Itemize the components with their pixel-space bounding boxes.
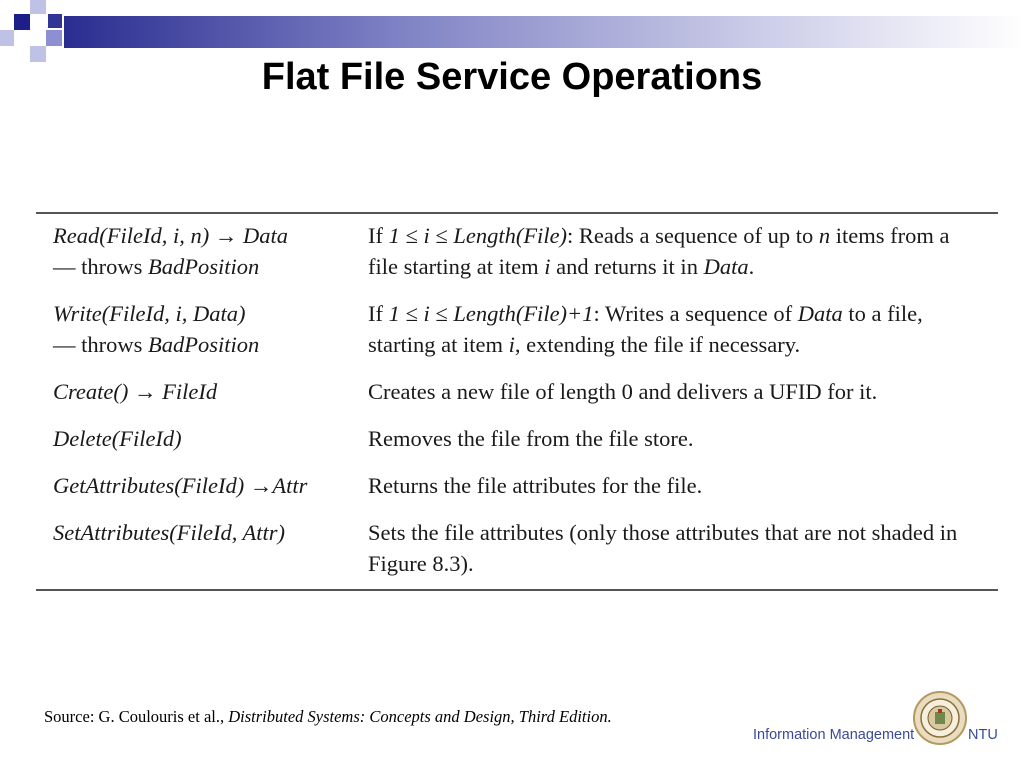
table-row (36, 517, 998, 579)
footer-label: Information Management (753, 727, 915, 743)
table-row (36, 298, 998, 360)
operation-description: Returns the file attributes for the file. (368, 473, 703, 498)
table-row (36, 423, 998, 454)
operation-name: Create() → FileId (53, 379, 218, 404)
operation-signature (36, 517, 368, 579)
operation-signature (36, 470, 368, 501)
operation-name: Write(FileId, i, Data) (53, 301, 246, 326)
operation-description: Creates a new file of length 0 and delivers a UFID for it. (368, 379, 878, 404)
operation-name: SetAttributes(FileId, Attr) (53, 520, 286, 545)
operation-description: If 1 ≤ i ≤ Length(File): Reads a sequence of up to n items from a file starting at item i and returns it in Data. (368, 223, 950, 279)
table-row (36, 376, 998, 407)
operations-table (36, 212, 998, 591)
operation-name: GetAttributes(FileId) →Attr (53, 473, 308, 498)
source-prefix: Source: G. Coulouris et al., (44, 707, 229, 726)
slide-title: Flat File Service Operations (261, 56, 763, 98)
operation-description: Sets the file attributes (only those attributes that are not shaded in Figure 8.3). (368, 520, 958, 576)
footer-ntu: NTU (968, 727, 998, 743)
header-band (64, 16, 1024, 48)
table-row (36, 470, 998, 501)
operation-signature (36, 298, 368, 360)
table-row (36, 220, 998, 282)
operation-name: Delete(FileId) (53, 426, 182, 451)
operation-description: If 1 ≤ i ≤ Length(File)+1: Writes a sequence of Data to a file, starting at item i, extending the file if necessary. (368, 301, 923, 357)
operation-signature (36, 423, 368, 454)
source-citation (44, 707, 612, 727)
operation-throws: — throws BadPosition (53, 254, 260, 279)
source-book: Distributed Systems: Concepts and Design, Third Edition. (228, 707, 612, 726)
operation-name: Read(FileId, i, n) → Data (53, 223, 288, 248)
operation-description: Removes the file from the file store. (368, 426, 694, 451)
university-seal-icon (912, 690, 968, 746)
operation-signature (36, 220, 368, 282)
operation-throws: — throws BadPosition (53, 332, 260, 357)
operation-signature (36, 376, 368, 407)
